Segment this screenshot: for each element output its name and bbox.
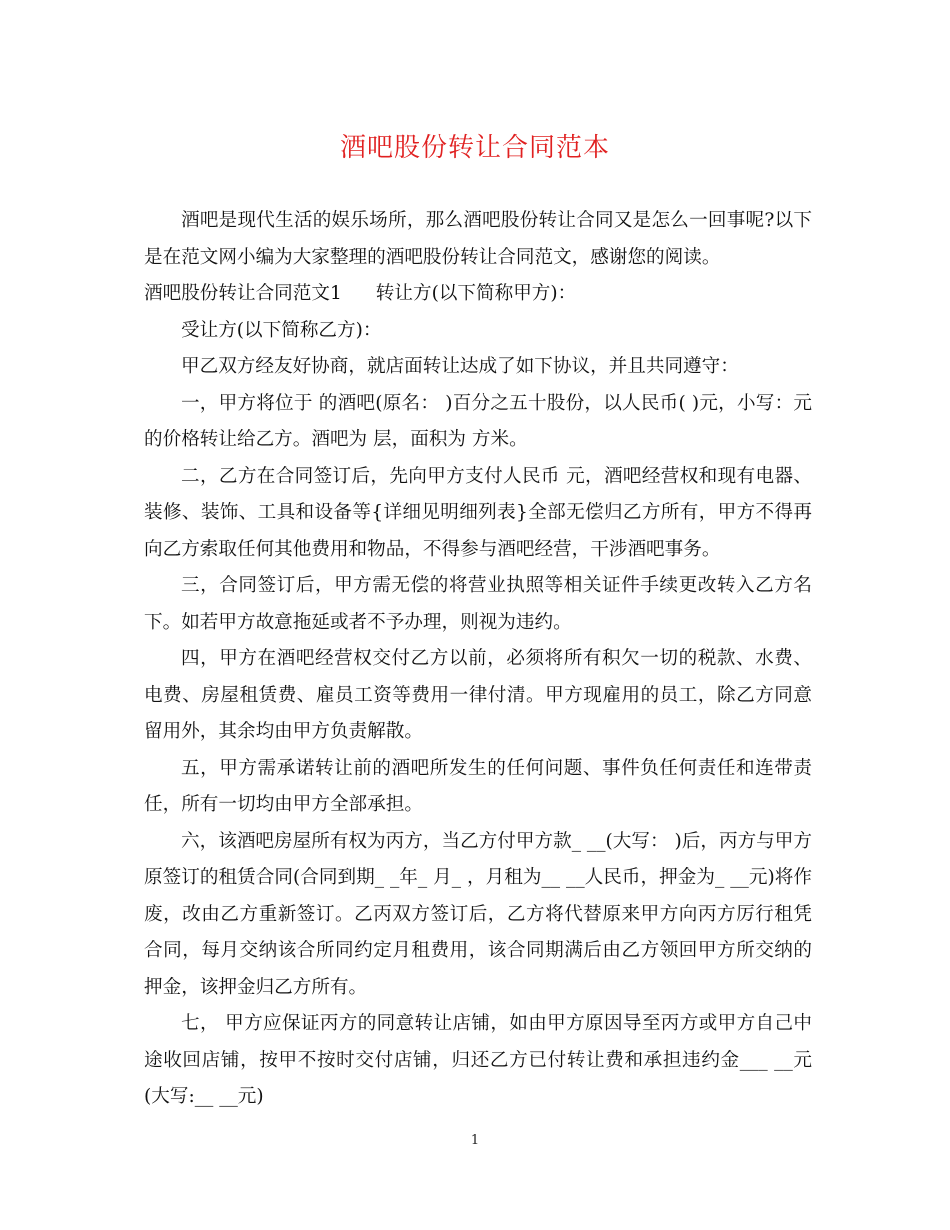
clause-3: 三，合同签订后，甲方需无偿的将营业执照等相关证件手续更改转入乙方名下。如若甲方故意拖延或者不予办理，则视为违约。 (144, 575, 812, 633)
clause-1: 一，甲方将位于 的酒吧(原名： )百分之五十股份，以人民币( )元，小写：元的价格转让给乙方。酒吧为 层，面积为 方米。 (144, 392, 812, 450)
clause-6: 六，该酒吧房屋所有权为丙方，当乙方付甲方款_ __(大写： )后，丙方与甲方原签订的租赁合同(合同到期_ _年_ 月_ ，月租为__ __人民币，押金为_ __元)将作废，改由乙方重新签订。乙丙双方签订后，乙方将代替原来甲方向丙方厉行租凭合同，每月交纳该合所同约定月租费用，该合同期满后由乙方领回甲方所交纳的押金，该押金归乙方所有。 (144, 830, 812, 998)
transferee-line: 受让方(以下简称乙方)： (181, 319, 382, 341)
intro-paragraph: 酒吧是现代生活的娱乐场所，那么酒吧股份转让合同又是怎么一回事呢?以下是在范文网小编为大家整理的酒吧股份转让合同范文，感谢您的阅读。 (144, 210, 812, 268)
clause-5: 五，甲方需承诺转让前的酒吧所发生的任何问题、事件负任何责任和连带责任，所有一切均由甲方全部承担。 (144, 757, 812, 815)
page-number: 1 (470, 1133, 480, 1148)
document-body (144, 203, 812, 1116)
agreement-paragraph: 甲乙双方经友好协商，就店面转让达成了如下协议，并且共同遵守： (181, 356, 739, 377)
clause-4: 四，甲方在酒吧经营权交付乙方以前，必须将所有积欠一切的税款、水费、电费、房屋租赁费、雇员工资等费用一律付清。甲方现雇用的员工，除乙方同意留用外，其余均由甲方负责解散。 (144, 648, 812, 742)
document-title: 酒吧股份转让合同范本 (339, 133, 610, 163)
clause-2: 二，乙方在合同签订后，先向甲方支付人民币 元，酒吧经营权和现有电器、装修、装饰、工具和设备等{详细见明细列表}全部无偿归乙方所有，甲方不得再向乙方索取任何其他费用和物品，不得参与酒吧经营，干涉酒吧事务。 (144, 465, 812, 560)
sample-heading-line (144, 276, 812, 313)
clause-7: 七， 甲方应保证丙方的同意转让店铺，如由甲方原因导至丙方或甲方自己中途收回店铺，按甲不按时交付店铺，归还乙方已付转让费和承担违约金___ __元(大写:__ __元) (144, 1013, 812, 1107)
sample-heading: 酒吧股份转让合同范文1 (144, 283, 342, 304)
transferor-line: 转让方(以下简称甲方)： (375, 283, 577, 304)
